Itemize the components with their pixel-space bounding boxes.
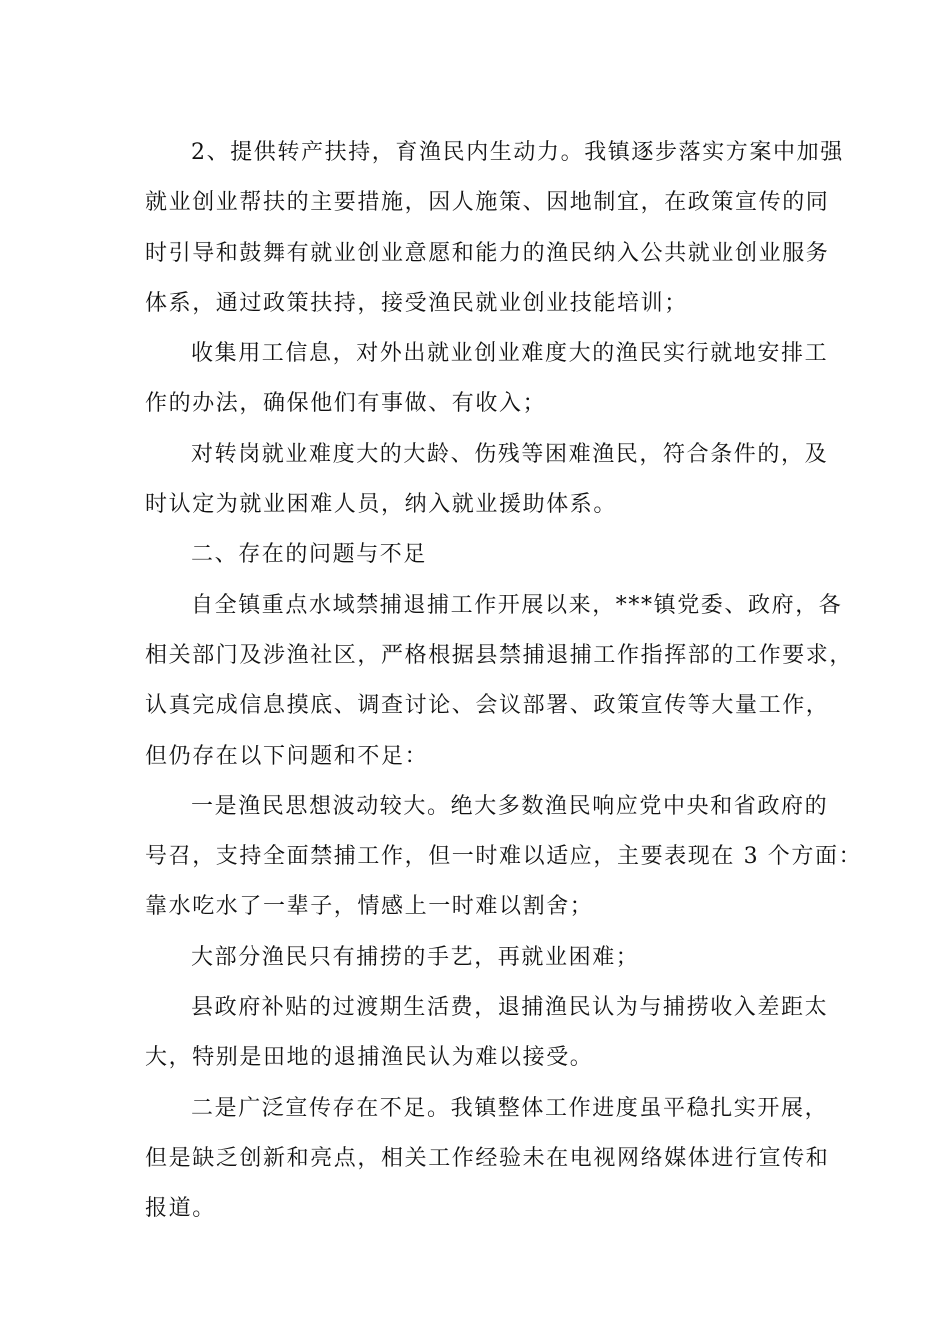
text-line: 自全镇重点水域禁捕退捕工作开展以来，***镇党委、政府，各: [191, 592, 843, 618]
document-body: [145, 128, 863, 1235]
text-line: 相关部门及涉渔社区，严格根据县禁捕退捕工作指挥部的工作要求，: [145, 642, 854, 668]
text-line: 认真完成信息摸底、调查讨论、会议部署、政策宣传等大量工作，: [145, 693, 830, 719]
text-line: 体系，通过政策扶持，接受渔民就业创业技能培训；: [145, 290, 688, 316]
text-line: 就业创业帮扶的主要措施，因人施策、因地制宜，在政策宣传的同: [145, 190, 830, 216]
text-line: 一是渔民思想波动较大。绝大多数渔民响应党中央和省政府的: [191, 793, 829, 819]
text-line: 二是广泛宣传存在不足。我镇整体工作进度虽平稳扎实开展，: [191, 1095, 829, 1121]
text-line: 但是缺乏创新和亮点，相关工作经验未在电视网络媒体进行宣传和: [145, 1145, 830, 1171]
text-line: 靠水吃水了一辈子，情感上一时难以割舍；: [145, 894, 594, 920]
section-heading: 二、存在的问题与不足: [191, 542, 428, 568]
text-line: 报道。: [145, 1196, 216, 1222]
text-line: 时认定为就业困难人员，纳入就业援助体系。: [145, 492, 618, 518]
text-line: 时引导和鼓舞有就业创业意愿和能力的渔民纳入公共就业创业服务: [145, 240, 830, 266]
text-line: 大部分渔民只有捕捞的手艺，再就业困难；: [191, 944, 640, 970]
text-line: 大，特别是田地的退捕渔民认为难以接受。: [145, 1045, 594, 1071]
text-line: 号召，支持全面禁捕工作，但一时难以适应，主要表现在 3 个方面：: [145, 844, 863, 870]
text-line: 县政府补贴的过渡期生活费，退捕渔民认为与捕捞收入差距太: [191, 995, 829, 1021]
text-line: 对转岗就业难度大的大龄、伤残等困难渔民，符合条件的，及: [191, 441, 829, 467]
text-line: 收集用工信息，对外出就业创业难度大的渔民实行就地安排工: [191, 341, 829, 367]
text-line: 但仍存在以下问题和不足：: [145, 743, 429, 769]
text-line: 2、提供转产扶持，育渔民内生动力。我镇逐步落实方案中加强: [191, 140, 844, 165]
text-line: 作的办法，确保他们有事做、有收入；: [145, 391, 547, 417]
